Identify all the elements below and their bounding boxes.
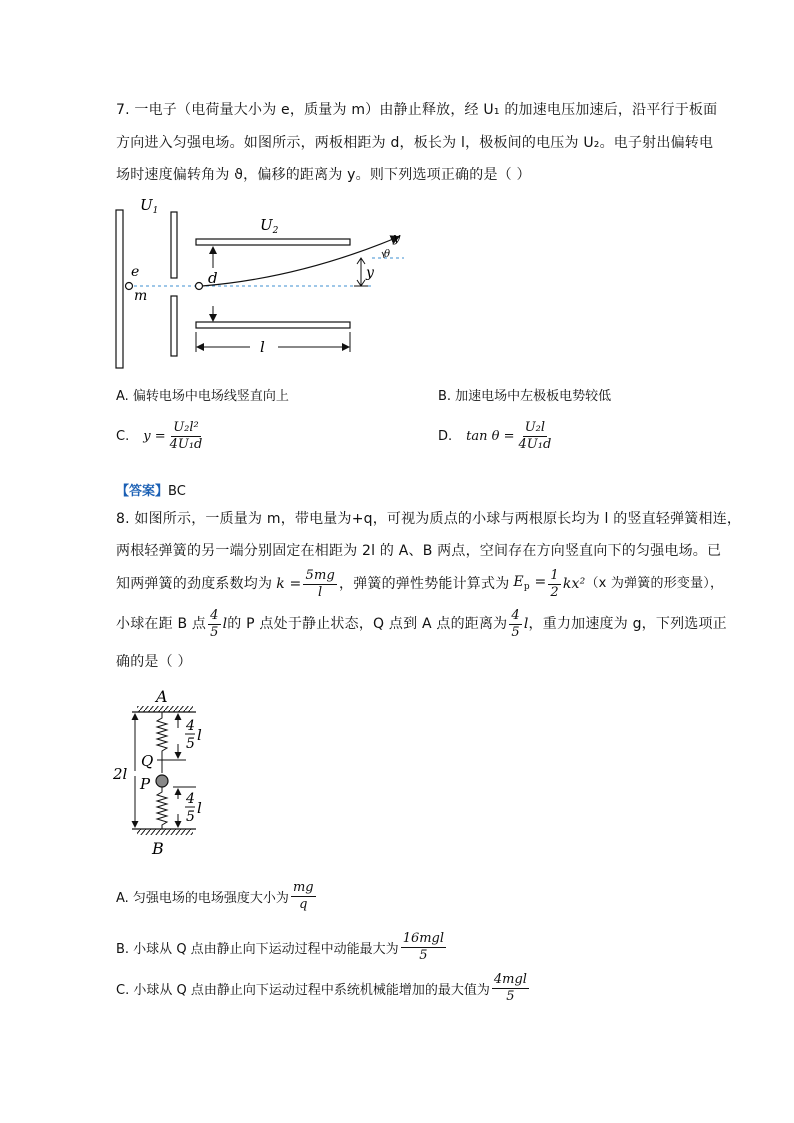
label-p: P	[140, 775, 151, 793]
q8-line-4-text-c: ，重力加速度为 g，下列选项正	[528, 616, 727, 632]
q8-option-a-fraction	[291, 880, 316, 913]
fraction-numerator: 4	[511, 607, 520, 623]
upper-frac-l: l	[197, 726, 202, 744]
k-lhs: k =	[276, 576, 302, 592]
q8-option-c-text: C. 小球从 Q 点由静止向下运动过程中系统机械能增加的最大值为	[116, 983, 490, 998]
upper-frac-num: 4	[186, 718, 195, 734]
q8-line-2: 两根轻弹簧的另一端分别固定在相距为 2l 的 A、B 两点，空间存在方向竖直向下的匀强电场。已	[116, 543, 722, 559]
ep-lhs: $E_p$ =	[513, 573, 547, 592]
fraction-denominator: 5	[506, 989, 515, 1004]
q7-deflection-figure	[110, 190, 420, 380]
q7-line-2: 方向进入匀强电场。如图所示，两板相距为 d，板长为 l，极板间的电压为 U₂。电子射出偏转电	[116, 135, 714, 151]
q8-line-3-text-b: ，弹簧的弹性势能计算式为	[339, 576, 510, 592]
q8-option-b	[116, 931, 448, 964]
q8-option-b-text: B. 小球从 Q 点由静止向下运动过程中动能最大为	[116, 942, 399, 957]
fraction-numerator: U₂l	[524, 420, 546, 435]
upper-frac-den: 5	[186, 736, 195, 752]
answer-tag: 【答案】	[116, 484, 169, 499]
upper-spring	[157, 712, 167, 773]
k-fraction	[303, 568, 337, 601]
fraction-numerator: U₂l²	[173, 420, 199, 435]
label-theta: θ	[384, 249, 391, 260]
q7-option-d-fraction	[517, 420, 554, 453]
fraction-numerator: 16mgl	[402, 931, 445, 946]
p-distance-fraction	[208, 608, 220, 641]
fraction-denominator: 5	[511, 624, 520, 640]
q7-option-a: A. 偏转电场中电场线竖直向上	[116, 389, 289, 404]
label-b: B	[152, 839, 164, 858]
fraction-denominator: 4U₁d	[169, 437, 203, 452]
q8-line-3	[116, 566, 723, 602]
answer-value: BC	[168, 484, 186, 499]
label-u2: $U_2$	[260, 216, 279, 236]
top-deflection-plate	[196, 239, 350, 245]
label-e: e	[131, 264, 140, 280]
label-l: l	[260, 338, 265, 356]
fraction-numerator: 1	[550, 567, 559, 583]
ep-fraction	[548, 568, 560, 601]
q7-option-d-lhs: tan θ =	[466, 429, 515, 444]
q8-line-5: 确的是（ ）	[116, 654, 192, 670]
q-distance-fraction	[509, 608, 521, 641]
lower-frac-l: l	[197, 799, 202, 817]
label-two-l: 2l	[113, 765, 128, 783]
q7-answer	[116, 480, 186, 499]
q8-option-b-fraction	[401, 931, 446, 964]
q8-option-a-text: A. 匀强电场的电场强度大小为	[116, 891, 289, 906]
support-b-hatch	[137, 829, 193, 835]
middle-plate-lower	[171, 296, 177, 356]
fraction-numerator: mg	[292, 880, 314, 895]
q7-option-c	[116, 420, 206, 453]
left-plate	[116, 210, 123, 368]
electron-entry	[196, 283, 203, 290]
l-symbol: l	[222, 616, 228, 632]
middle-plate-upper	[171, 212, 177, 278]
ep-rhs: kx²	[562, 576, 586, 592]
ball-p	[156, 775, 168, 787]
q7-line-1: 7. 一电子（电荷量大小为 e，质量为 m）由静止释放，经 U₁ 的加速电压加速后，沿平行于板面	[116, 102, 718, 118]
q8-line-3-text-a: 知两弹簧的劲度系数均为	[116, 576, 273, 592]
label-a: A	[156, 687, 168, 706]
fraction-numerator: 4	[210, 607, 219, 623]
fraction-numerator: 5mg	[305, 567, 335, 583]
lower-frac-num: 4	[186, 791, 195, 807]
label-u1: $U_1$	[140, 196, 159, 216]
lower-frac-den: 5	[186, 809, 195, 825]
q7-option-c-label: C.	[116, 429, 130, 444]
q8-option-c-fraction	[492, 972, 529, 1005]
q7-option-b: B. 加速电场中左极板电势较低	[438, 389, 612, 404]
q7-line-3: 场时速度偏转角为 ϑ，偏移的距离为 y。则下列选项正确的是（ ）	[116, 167, 531, 183]
label-y-offset: y	[366, 265, 374, 281]
fraction-denominator: l	[318, 584, 323, 600]
q8-option-a	[116, 880, 318, 913]
bottom-deflection-plate	[196, 322, 350, 328]
q7-option-d-label: D.	[438, 429, 453, 444]
label-m: m	[134, 288, 148, 304]
q8-option-c	[116, 972, 531, 1005]
q8-line-3-text-c: （x 为弹簧的形变量），	[585, 576, 724, 591]
support-a-hatch	[137, 706, 193, 712]
label-q: Q	[141, 752, 154, 770]
fraction-denominator: q	[299, 897, 308, 912]
l-symbol: l	[523, 616, 529, 632]
q7-option-c-lhs: y =	[143, 429, 166, 444]
q8-spring-figure	[110, 686, 220, 858]
fraction-denominator: 4U₁d	[518, 437, 552, 452]
q7-option-d	[438, 420, 555, 453]
electron-start	[126, 283, 133, 290]
q8-line-4	[116, 606, 727, 642]
q8-line-1: 8. 如图所示，一质量为 m，带电量为+q，可视为质点的小球与两根原长均为 l 的竖直轻弹簧相连，	[116, 511, 742, 527]
fraction-denominator: 5	[210, 624, 219, 640]
q8-line-4-text-a: 小球在距 B 点	[116, 616, 207, 632]
label-y-velocity: y	[393, 231, 401, 246]
q7-option-c-fraction	[168, 420, 205, 453]
fraction-numerator: 4mgl	[493, 972, 527, 987]
fraction-denominator: 5	[419, 948, 428, 963]
label-d: d	[208, 269, 218, 287]
fraction-denominator: 2	[550, 584, 559, 600]
lower-spring	[157, 787, 167, 829]
q8-line-4-text-b: 的 P 点处于静止状态，Q 点到 A 点的距离为	[227, 616, 508, 632]
